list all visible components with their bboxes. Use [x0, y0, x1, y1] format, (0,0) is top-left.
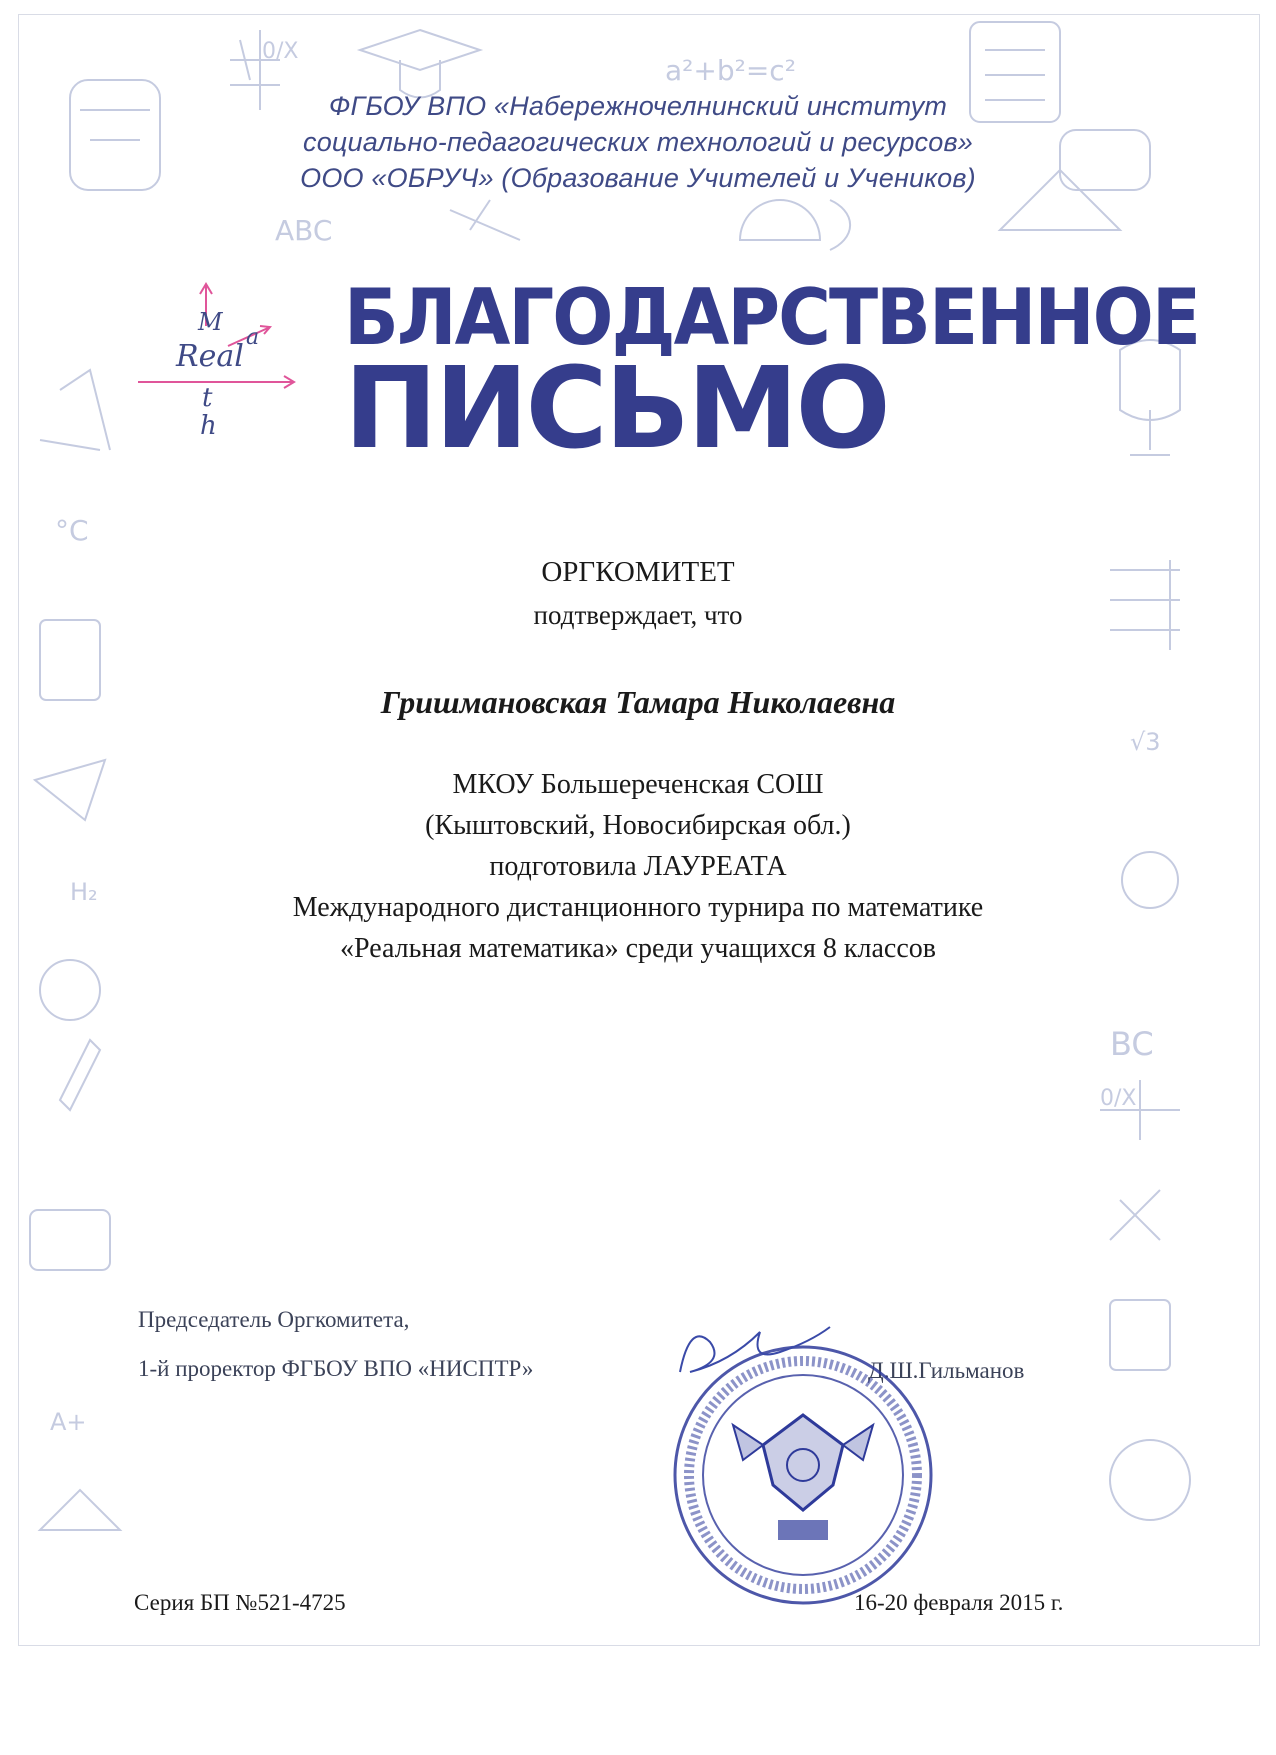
handwritten-signature	[660, 1312, 850, 1392]
school-location: (Кыштовский, Новосибирская обл.)	[425, 810, 851, 841]
svg-text:0/X: 0/X	[1100, 1086, 1137, 1111]
header-line-1: ФГБОУ ВПО «Набережночелнинский институт	[328, 91, 948, 121]
org-committee-label: ОРГКОМИТЕТ	[541, 556, 735, 588]
signer-role-2: 1-й проректор ФГБОУ ВПО «НИСПТР»	[138, 1356, 534, 1381]
event-dates: 16-20 февраля 2015 г.	[854, 1590, 1064, 1615]
svg-text:h: h	[200, 411, 217, 436]
header-line-2: социально-педагогических технологий и ресурсов»	[303, 127, 973, 157]
school-name: МКОУ Большереченская СОШ	[452, 769, 824, 800]
document-title	[344, 271, 1200, 474]
award-description	[0, 764, 1276, 969]
logo-arrows-icon	[128, 266, 298, 436]
header-line-3: ООО «ОБРУЧ» (Образование Учителей и Учеников)	[300, 163, 976, 193]
signer-role-1: Председатель Оргкомитета,	[138, 1307, 410, 1332]
svg-text:BC: BC	[1110, 1025, 1154, 1063]
svg-text:a²+b²=c²: a²+b²=c²	[665, 54, 796, 87]
svg-text:Real: Real	[176, 339, 244, 374]
prepared-laureate: подготовила ЛАУРЕАТА	[489, 851, 787, 882]
svg-text:M: M	[198, 308, 223, 336]
signer-name: Д.Ш.Гильманов	[868, 1358, 1025, 1383]
recipient-name: Гришмановская Тамара Николаевна	[380, 684, 896, 720]
svg-text:ABC: ABC	[275, 214, 333, 247]
series-number: Серия БП №521-4725	[134, 1590, 346, 1615]
organizer-header	[0, 88, 1276, 196]
svg-text:A+: A+	[50, 1408, 87, 1436]
svg-text:0/X: 0/X	[262, 39, 299, 64]
svg-text:t: t	[202, 383, 213, 413]
svg-text:°C: °C	[55, 514, 89, 547]
title-line-1: БЛАГОДАРСТВЕННОЕ	[344, 271, 1200, 363]
contest-name: «Реальная математика» среди учащихся 8 классов	[340, 933, 936, 964]
event-name: Международного дистанционного турнира по математике	[292, 892, 984, 923]
svg-text:√3: √3	[1130, 728, 1161, 756]
svg-text:H₂: H₂	[70, 878, 98, 906]
title-line-2: ПИСЬМО	[344, 344, 888, 474]
confirms-text: подтверждает, что	[533, 600, 743, 630]
real-math-logo	[128, 266, 298, 436]
svg-text:a: a	[246, 325, 260, 350]
